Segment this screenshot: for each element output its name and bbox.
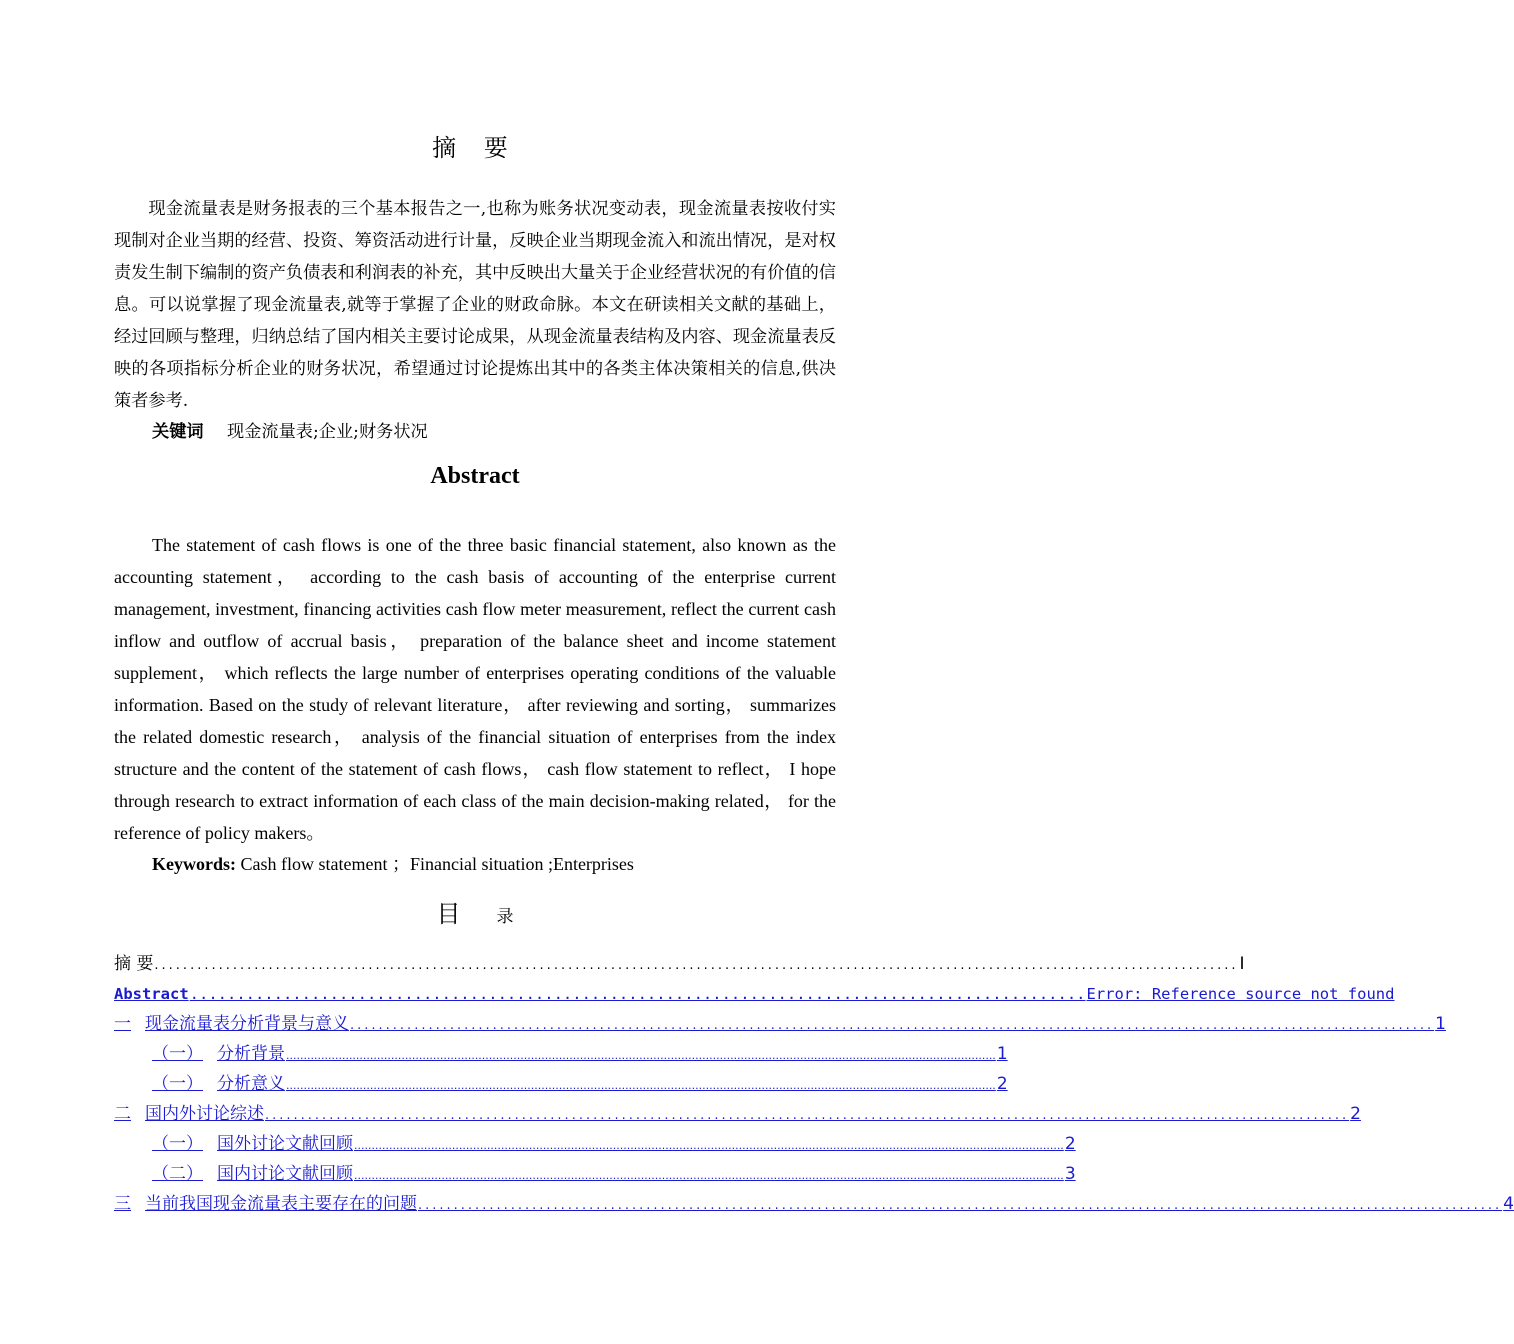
english-abstract-title: Abstract <box>430 463 520 489</box>
english-keywords-label: Keywords: <box>152 854 236 874</box>
toc-entry-text <box>114 1099 264 1129</box>
toc-entry-label: 分析背景 <box>217 1044 285 1064</box>
toc-entry-page: 2 <box>1350 1104 1361 1124</box>
toc-leader: ........................................................................................................................................................ <box>154 958 1239 973</box>
toc-entry-text: Abstract <box>114 985 189 1003</box>
toc-leader: ........................................................................................................................................................ <box>265 1108 1350 1123</box>
toc-entry-number: 二 <box>114 1104 131 1124</box>
toc-leader: ........................................................................................................................................................ <box>350 1018 1435 1033</box>
toc-entry-section-2-2[interactable] <box>114 1159 1076 1189</box>
toc-entry-section-1-2[interactable] <box>114 1069 1008 1099</box>
chinese-abstract-body <box>114 193 836 417</box>
toc-entry-text: 摘 要 <box>114 954 154 974</box>
toc-entry-section-3[interactable] <box>114 1189 1514 1219</box>
toc-entry-section-1[interactable] <box>114 1009 1446 1039</box>
chinese-keywords-value: 现金流量表;企业;财务状况 <box>227 422 428 442</box>
toc-entry-section-2-1[interactable] <box>114 1129 1076 1159</box>
toc-leader: ........................................................................................................................................................................................................... <box>354 1139 1064 1152</box>
english-keywords <box>152 848 634 880</box>
toc-entry-number: （一） <box>152 1074 203 1094</box>
toc-entry-number: 三 <box>114 1194 131 1214</box>
chinese-abstract-title: 摘 要 <box>432 134 518 162</box>
toc-entry-page: 1 <box>1435 1014 1446 1034</box>
toc-entry-label: 国外讨论文献回顾 <box>217 1134 353 1154</box>
toc-entry-label: 当前我国现金流量表主要存在的问题 <box>145 1194 417 1214</box>
toc-leader: ........................................................................................................................................................ <box>418 1198 1503 1213</box>
toc-entry-number: （一） <box>152 1044 203 1064</box>
english-abstract-paragraph: The statement of cash flows is one of the three basic financial statement, also known as the accounting statement， according to the cash basis of accounting of the enterprise current management, investment, financing activities cash flow meter measurement, reflect the current cash inflow and outflow of accrual basis， preparation of the balance sheet and income statement supplement， which reflects the large number of enterprises operating conditions of the valuable information. Based on the study of relevant literature， after reviewing and sorting， summarizes the related domestic research， analysis of the financial situation of enterprises from the index structure and the content of the statement of cash flows， cash flow statement to reflect， I hope through research to extract information of each class of the main decision-making related， for the reference of policy makers。 <box>114 535 836 843</box>
toc-entry-text <box>152 1039 285 1069</box>
toc-entry-abstract-cn[interactable] <box>114 949 1245 979</box>
toc-entry-text <box>152 1159 353 1189</box>
toc-entry-label: 分析意义 <box>217 1074 285 1094</box>
toc-leader: ................................................................................................ <box>189 985 1086 1003</box>
toc-entry-page: 2 <box>1064 1134 1076 1154</box>
toc-entry-label: 国内讨论文献回顾 <box>217 1164 353 1184</box>
toc-entry-number: （一） <box>152 1134 203 1154</box>
toc-title-main: 目 <box>436 900 461 928</box>
toc-entry-section-2[interactable] <box>114 1099 1361 1129</box>
toc-leader: ........................................................................................................................................................................................................... <box>354 1169 1064 1182</box>
toc-entry-page: I <box>1239 954 1245 974</box>
toc-entry-text <box>152 1129 353 1159</box>
toc-title-secondary: 录 <box>496 907 514 927</box>
chinese-keywords <box>152 416 428 448</box>
toc-entry-page: 2 <box>996 1074 1008 1094</box>
toc-entry-section-1-1[interactable] <box>114 1039 1008 1069</box>
chinese-abstract-paragraph: 现金流量表是财务报表的三个基本报告之一,也称为账务状况变动表，现金流量表按收付实现制对企业当期的经营、投资、筹资活动进行计量，反映企业当期现金流入和流出情况，是对权责发生制下编制的资产负债表和利润表的补充，其中反映出大量关于企业经营状况的有价值的信息。可以说掌握了现金流量表,就等于掌握了企业的财政命脉。本文在研读相关文献的基础上，经过回顾与整理，归纳总结了国内相关主要讨论成果，从现金流量表结构及内容、现金流量表反映的各项指标分析企业的财务状况，希望通过讨论提炼出其中的各类主体决策相关的信息,供决策者参考. <box>114 199 836 411</box>
toc-entry-abstract-en[interactable] <box>114 979 1395 1009</box>
chinese-keywords-label: 关键词 <box>152 422 204 442</box>
toc-entry-text <box>152 1069 285 1099</box>
table-of-contents <box>114 949 1514 1219</box>
toc-entry-text <box>114 1189 417 1219</box>
toc-leader: ........................................................................................................................................................................................................... <box>286 1049 996 1062</box>
toc-entry-page: Error: Reference source not found <box>1086 985 1395 1003</box>
toc-entry-text <box>114 1009 349 1039</box>
toc-title <box>0 894 950 929</box>
toc-entry-number: 一 <box>114 1014 131 1034</box>
toc-entry-page: 1 <box>996 1044 1008 1064</box>
toc-entry-label: 国内外讨论综述 <box>145 1104 264 1124</box>
toc-leader: ........................................................................................................................................................................................................... <box>286 1079 996 1092</box>
toc-entry-page: 4 <box>1503 1194 1514 1214</box>
toc-entry-page: 3 <box>1064 1164 1076 1184</box>
toc-entry-label: 现金流量表分析背景与意义 <box>145 1014 349 1034</box>
toc-entry-number: （二） <box>152 1164 203 1184</box>
english-abstract-body <box>114 529 836 849</box>
english-keywords-value: Cash flow statement ；Financial situation ;Enterprises <box>236 854 634 874</box>
